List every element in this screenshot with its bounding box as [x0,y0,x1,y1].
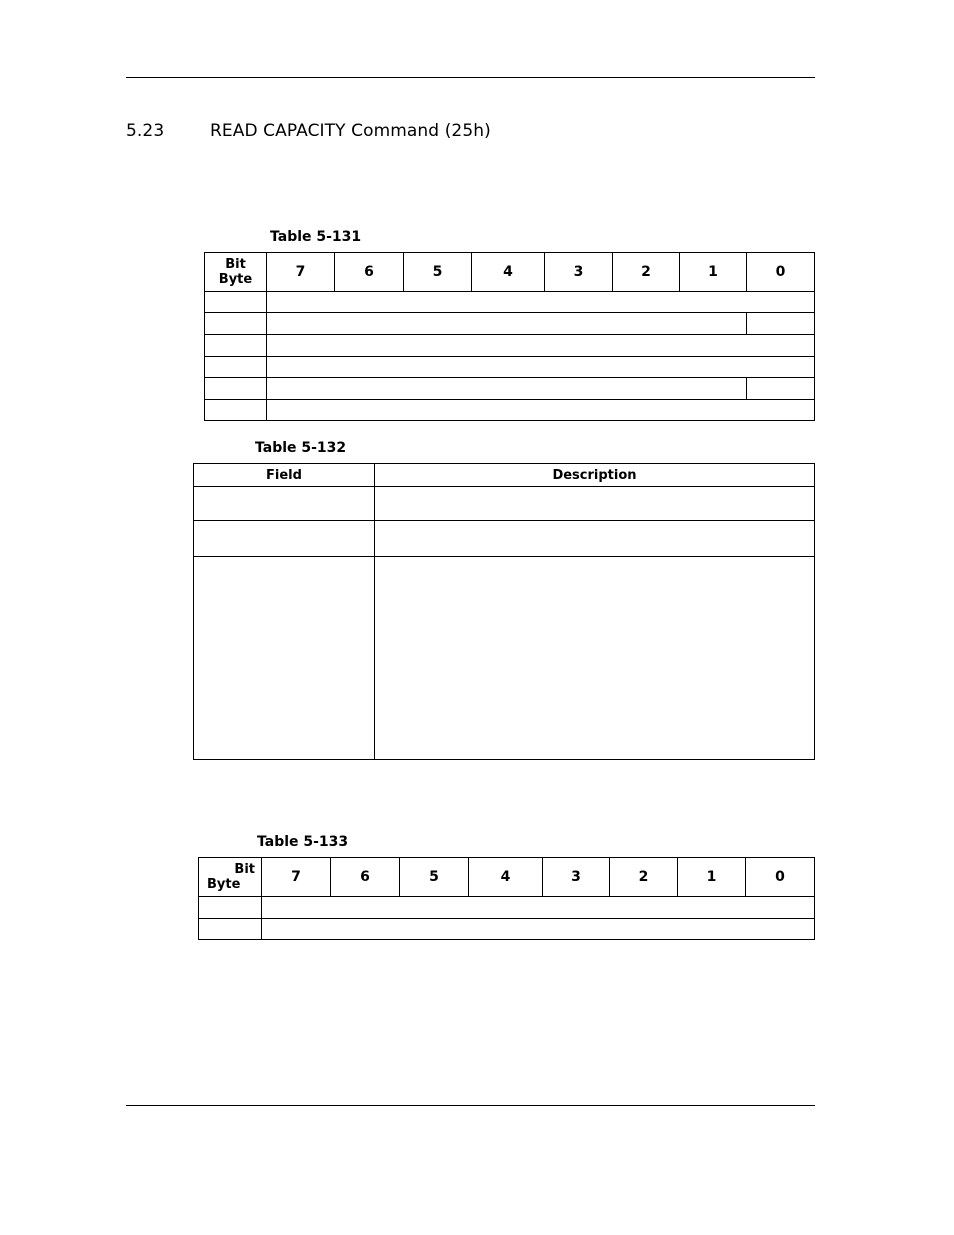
byte-cell [199,897,262,919]
table-row [205,335,815,357]
bit-byte-cell [199,858,262,897]
byte-cell [205,335,267,357]
table-row [199,897,815,919]
table-row [205,313,815,335]
field-cell [267,313,747,335]
field-cell [262,919,815,940]
bit-5-header: 5 [400,858,469,897]
table-133 [198,857,815,940]
bit-7-header: 7 [267,253,335,292]
byte-cell [205,400,267,421]
bit-3-header: 3 [545,253,613,292]
description-cell [375,521,815,557]
bit-0-header: 0 [747,253,815,292]
field-cell [262,897,815,919]
byte-cell [205,357,267,378]
bit-6-header: 6 [335,253,404,292]
field-cell [267,378,747,400]
field-cell [194,521,375,557]
header-rule [126,77,815,78]
table-131 [204,252,815,421]
table-132 [193,463,815,760]
bit-3-header: 3 [543,858,610,897]
table-row [194,557,815,760]
table-132-caption: Table 5-132 [255,440,347,456]
byte-cell [199,919,262,940]
field-cell [267,400,815,421]
bit-6-header: 6 [331,858,400,897]
bit-1-header: 1 [678,858,746,897]
section-number: 5.23 [126,121,165,141]
table-132-header-row [194,464,815,487]
byte-cell [205,313,267,335]
table-row [205,400,815,421]
table-row [205,292,815,313]
field-cell [194,557,375,760]
byte-label: Byte [218,272,253,287]
bit-1-header: 1 [680,253,747,292]
byte-cell [205,378,267,400]
table-131-caption: Table 5-131 [270,229,362,245]
table-133-caption: Table 5-133 [257,834,349,850]
field-column-header: Field [194,464,375,487]
table-row [205,378,815,400]
field-cell [267,292,815,313]
byte-label: Byte [207,877,241,892]
field-cell [267,357,815,378]
bit-2-header: 2 [610,858,678,897]
bit-label: Bit [225,257,246,272]
description-column-header: Description [375,464,815,487]
description-cell [375,487,815,521]
table-row [205,357,815,378]
field-cell [194,487,375,521]
footer-rule [126,1105,815,1106]
section-title: READ CAPACITY Command (25h) [210,121,491,141]
table-row [194,487,815,521]
bit-4-header: 4 [469,858,543,897]
field-cell [747,378,815,400]
table-131-header-row [205,253,815,292]
table-row [199,919,815,940]
description-cell [375,557,815,760]
table-row [194,521,815,557]
field-cell [747,313,815,335]
byte-cell [205,292,267,313]
bit-5-header: 5 [404,253,472,292]
bit-byte-cell [205,253,267,292]
bit-label: Bit [234,862,255,877]
bit-7-header: 7 [262,858,331,897]
bit-2-header: 2 [613,253,680,292]
table-133-header-row [199,858,815,897]
bit-0-header: 0 [746,858,815,897]
field-cell [267,335,815,357]
bit-4-header: 4 [472,253,545,292]
